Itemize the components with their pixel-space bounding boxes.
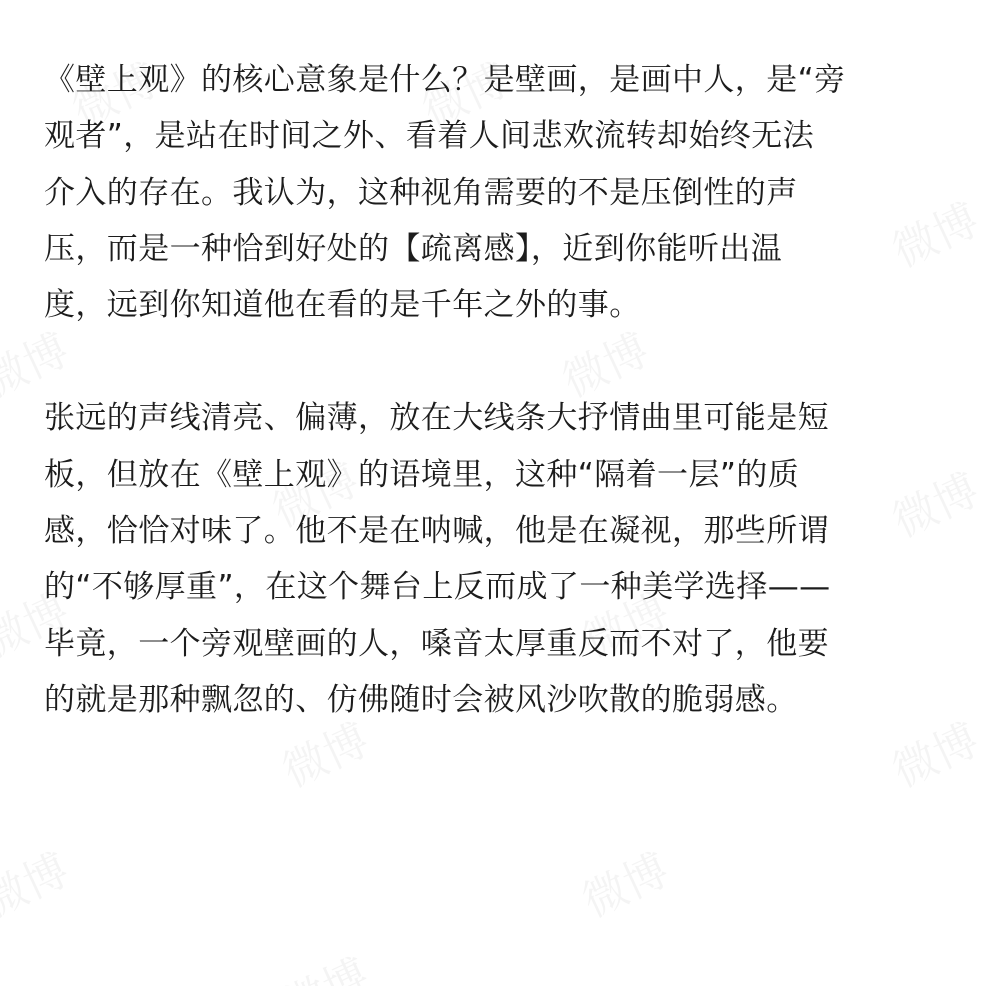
text-line: 的“不够厚重”，在这个舞台上反而成了一种美学选择—— bbox=[44, 569, 831, 606]
text-line: 的就是那种飘忽的、仿佛随时会被风沙吹散的脆弱感。 bbox=[44, 681, 798, 718]
article-body bbox=[44, 52, 949, 728]
text-line: 度，远到你知道他在看的是千年之外的事。 bbox=[44, 287, 641, 324]
paragraph bbox=[44, 52, 949, 333]
text-line: 感，恰恰对味了。他不是在呐喊，他是在凝视，那些所谓 bbox=[44, 513, 829, 550]
paragraph bbox=[44, 390, 949, 728]
text-line: 《壁上观》的核心意象是什么？是壁画，是画中人，是“旁 bbox=[44, 62, 846, 98]
text-line: 张远的声线清亮、偏薄，放在大线条大抒情曲里可能是短 bbox=[44, 400, 829, 437]
text-line: 观者”，是站在时间之外、看着人间悲欢流转却始终无法 bbox=[44, 118, 815, 155]
text-line: 毕竟，一个旁观壁画的人，嗓音太厚重反而不对了，他要 bbox=[44, 625, 829, 662]
text-line: 介入的存在。我认为，这种视角需要的不是压倒性的声 bbox=[44, 174, 798, 211]
text-line: 板，但放在《壁上观》的语境里，这种“隔着一层”的质 bbox=[44, 456, 800, 493]
text-line: 压，而是一种恰到好处的【疏离感】，近到你能听出温 bbox=[44, 230, 783, 267]
watermark bbox=[0, 834, 77, 929]
watermark bbox=[271, 939, 378, 986]
watermark bbox=[571, 834, 678, 929]
